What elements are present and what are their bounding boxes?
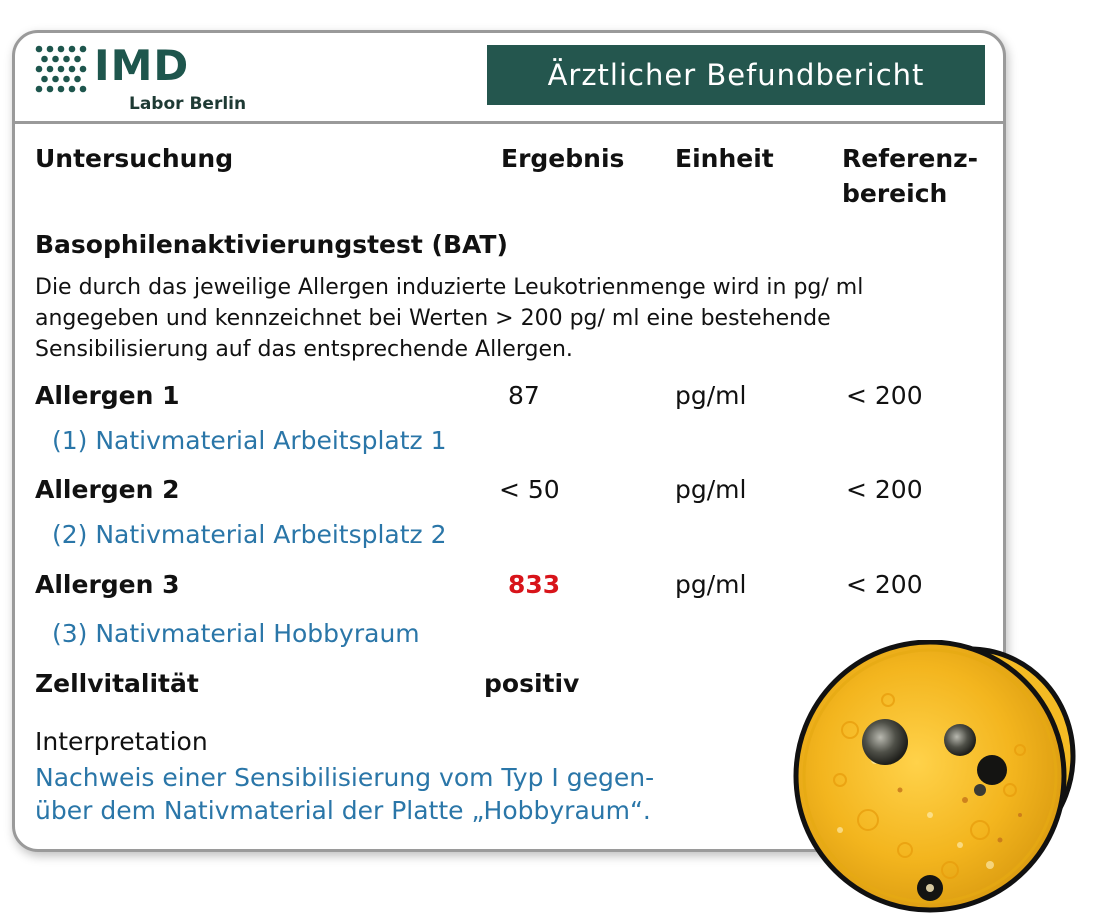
allergen-3-unit: pg/ml bbox=[675, 570, 747, 599]
allergen-1-unit: pg/ml bbox=[675, 381, 747, 410]
allergen-1-material: (1) Nativmaterial Arbeitsplatz 1 bbox=[52, 426, 447, 455]
allergen-3-material: (3) Nativmaterial Hobbyraum bbox=[52, 619, 420, 648]
viability-result: positiv bbox=[484, 669, 580, 698]
interpretation-label: Interpretation bbox=[35, 727, 208, 756]
allergen-2-material: (2) Nativmaterial Arbeitsplatz 2 bbox=[52, 520, 447, 549]
allergen-2-unit: pg/ml bbox=[675, 475, 747, 504]
allergen-2-label: Allergen 2 bbox=[35, 475, 180, 504]
section-title: Basophilenaktivierungstest (BAT) bbox=[35, 230, 508, 259]
viability-label: Zellvitalität bbox=[35, 669, 199, 698]
column-header-test: Untersuchung bbox=[35, 144, 234, 173]
section-description-line: Die durch das jeweilige Allergen induzierte Leukotrienmenge wird in pg/ ml bbox=[35, 275, 864, 300]
petri-dish-image bbox=[780, 640, 1080, 916]
allergen-1-reference: < 200 bbox=[846, 381, 923, 410]
column-header-reference-line2: bereich bbox=[842, 179, 948, 208]
column-header-reference: Referenz- bbox=[842, 144, 979, 173]
interpretation-line: Nachweis einer Sensibilisierung vom Typ I gegen- bbox=[35, 763, 655, 792]
dot-grid-logo-icon bbox=[34, 45, 92, 103]
report-title: Ärztlicher Befundbericht bbox=[487, 45, 985, 105]
section-description-line: angegeben und kennzeichnet bei Werten > 200 pg/ ml eine bestehende bbox=[35, 306, 831, 331]
header-divider bbox=[15, 121, 1003, 124]
column-header-unit: Einheit bbox=[675, 144, 774, 173]
allergen-2-result: < 50 bbox=[499, 475, 560, 504]
allergen-1-result: 87 bbox=[508, 381, 540, 410]
interpretation-line: über dem Nativmaterial der Platte „Hobbyraum“. bbox=[35, 796, 651, 825]
column-header-result: Ergebnis bbox=[501, 144, 625, 173]
allergen-3-result: 833 bbox=[508, 570, 561, 599]
logo-subtitle: Labor Berlin bbox=[129, 94, 247, 114]
imd-logo bbox=[34, 41, 264, 115]
allergen-2-reference: < 200 bbox=[846, 475, 923, 504]
section-description-line: Sensibilisierung auf das entsprechende Allergen. bbox=[35, 337, 573, 362]
allergen-1-label: Allergen 1 bbox=[35, 381, 180, 410]
allergen-3-reference: < 200 bbox=[846, 570, 923, 599]
logo-name: IMD bbox=[94, 41, 190, 90]
allergen-3-label: Allergen 3 bbox=[35, 570, 180, 599]
